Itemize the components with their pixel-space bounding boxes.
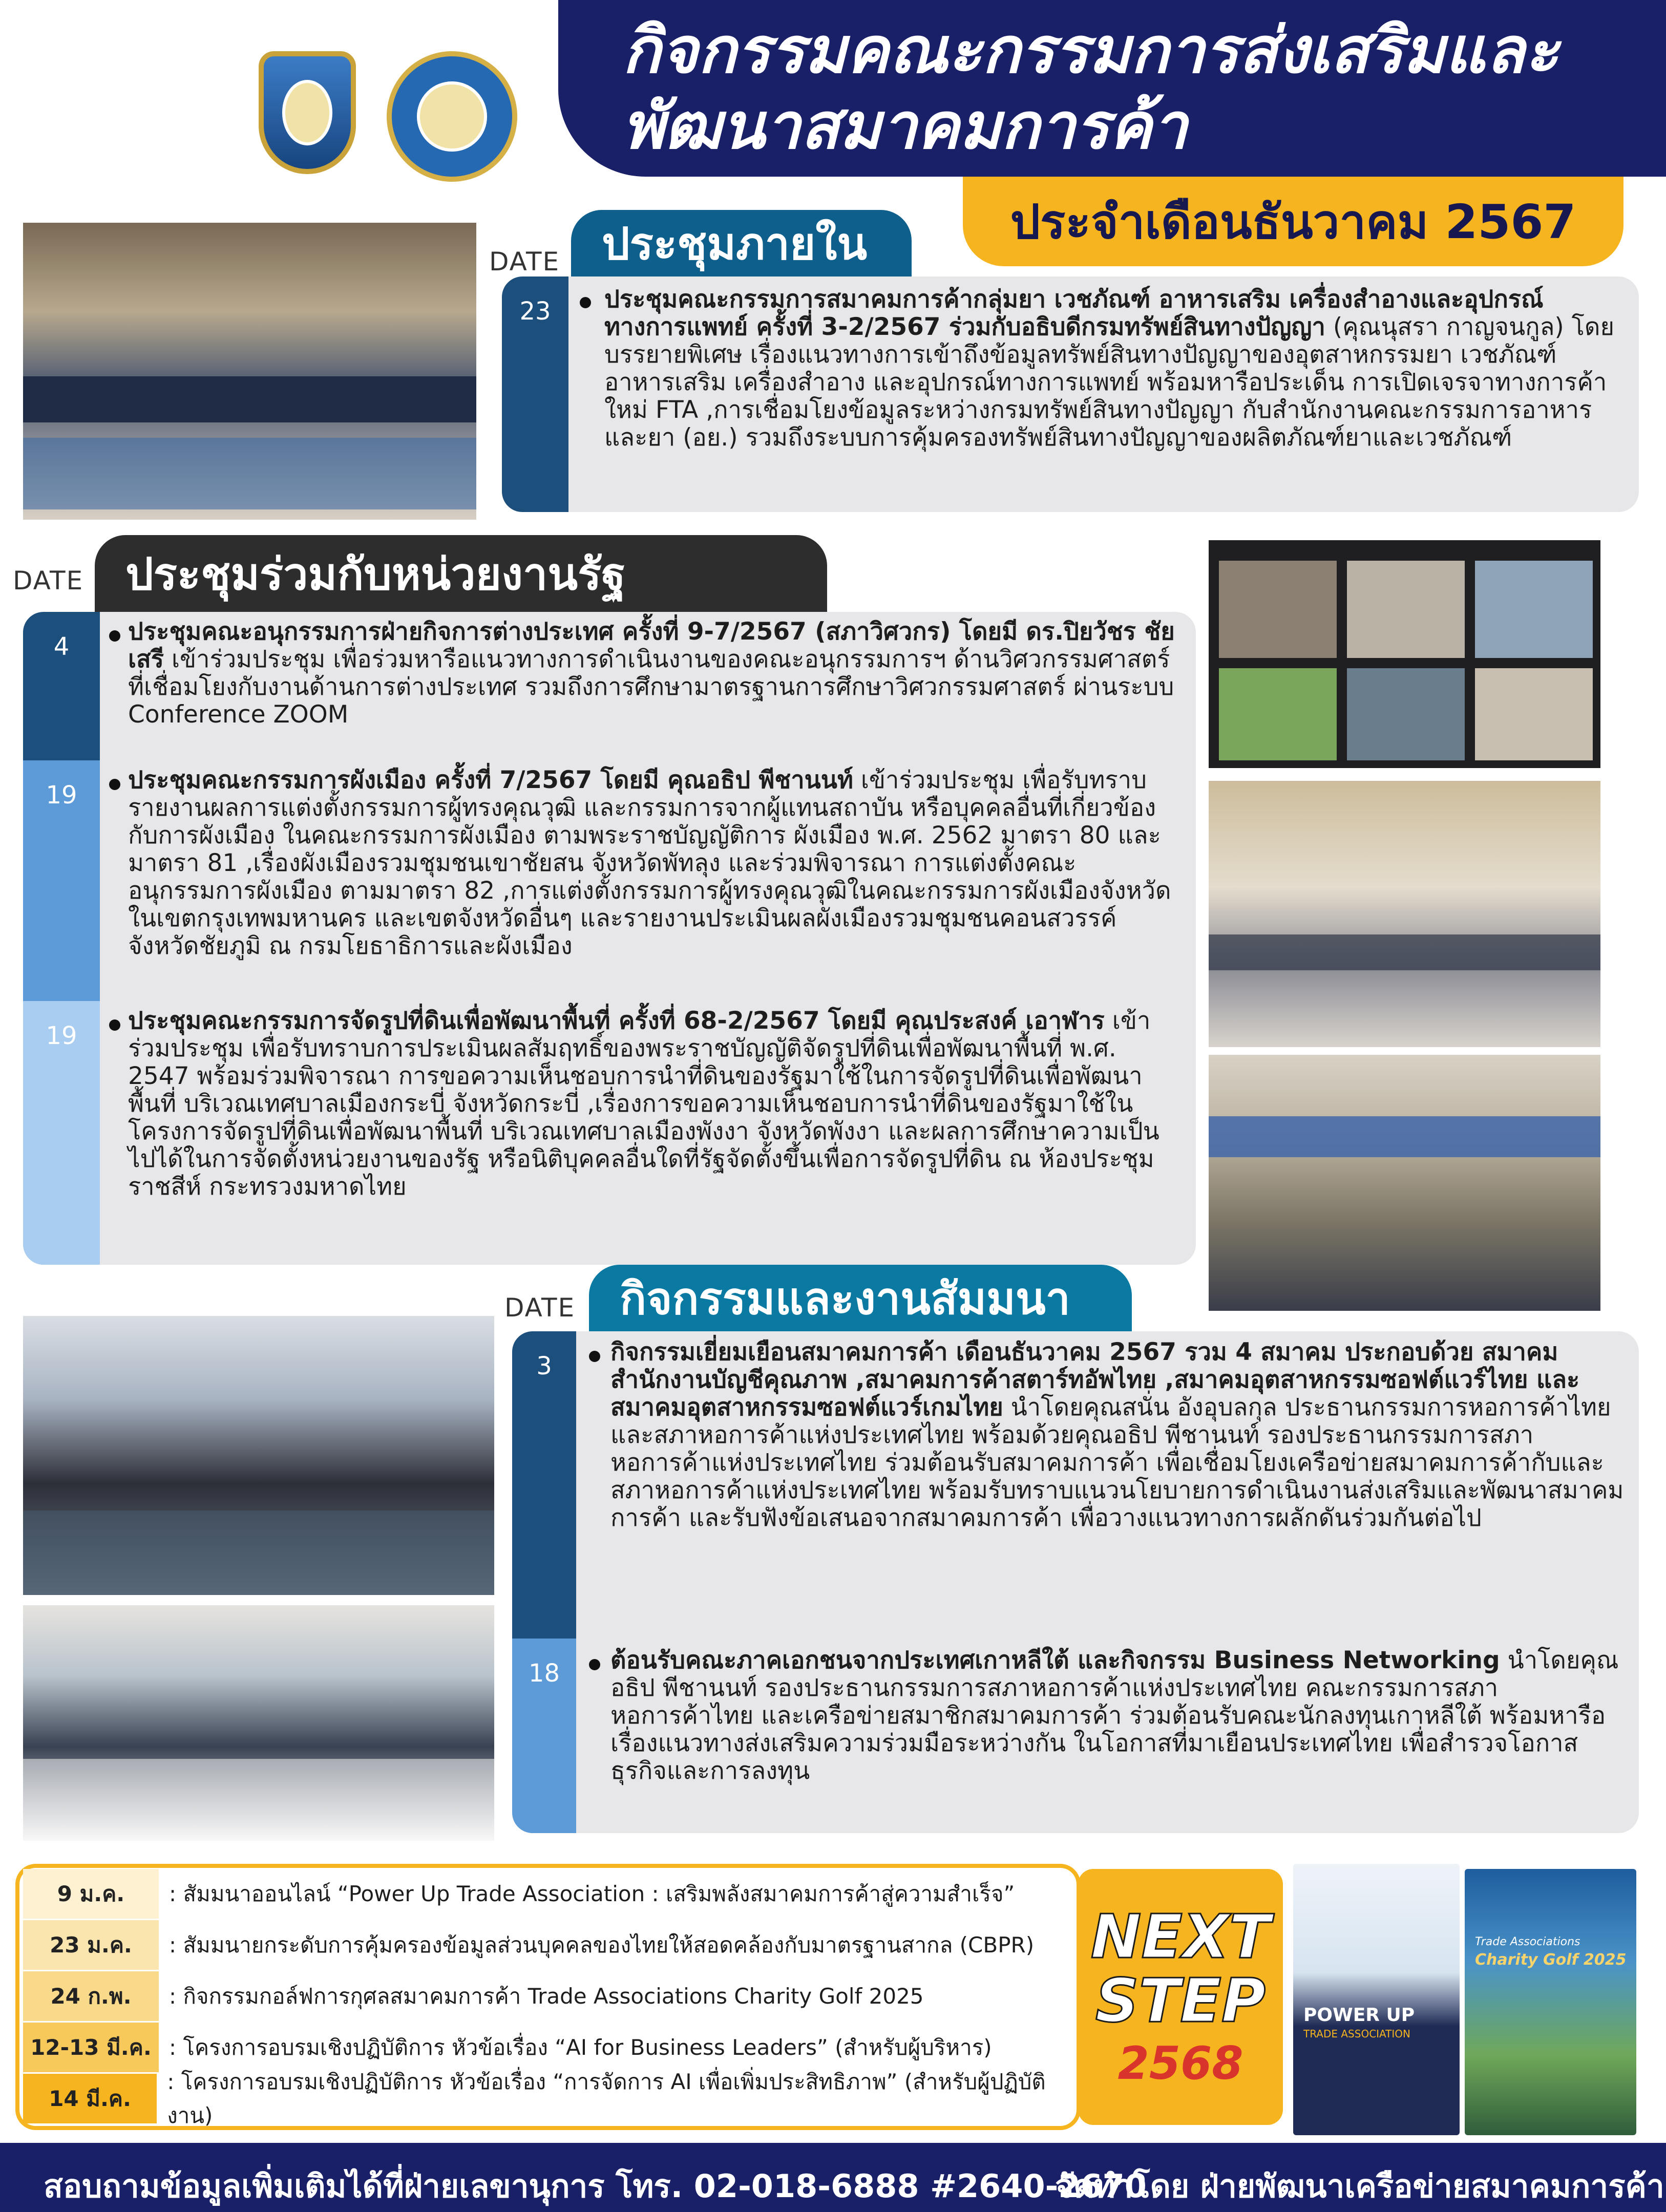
- next-step-date: 23 ม.ค.: [23, 1920, 159, 1970]
- entry-bold: ประชุมคณะอนุกรรมการฝ่ายกิจการต่างประเทศ ครั้งที่ 9-7/2567 (สภาวิศวกร) โดยมี ดร.ปิยวัชร ชัยเสรี: [128, 618, 1175, 673]
- poster-title: POWER UP: [1303, 2005, 1415, 2026]
- town-planning-meeting-photo: [1209, 781, 1600, 1047]
- gov-entry-0: [128, 618, 1178, 729]
- page-title: กิจกรรมคณะกรรมการส่งเสริมและพัฒนาสมาคมการค้า: [622, 14, 1559, 163]
- next-step-date: 14 มี.ค.: [23, 2074, 157, 2123]
- bullet-icon: [589, 1659, 600, 1670]
- act-day-0: 3: [512, 1331, 576, 1639]
- entry-bold: ประชุมคณะกรรมการจัดรูปที่ดินเพื่อพัฒนาพื้นที่ ครั้งที่ 68-2/2567 โดยมี คุณประสงค์ เอาฬาร: [128, 1007, 1105, 1035]
- next-step-label-1: NEXT: [1090, 1901, 1271, 1972]
- act-entry-1: [610, 1647, 1630, 1785]
- government-date-label: DATE: [13, 566, 84, 595]
- next-step-text: : โครงการอบรมเชิงปฏิบัติการ หัวข้อเรื่อง “AI for Business Leaders” (สำหรับผู้บริหาร): [169, 2034, 992, 2060]
- month-value: ธันวาคม 2567: [1252, 195, 1576, 249]
- gov-day-0: 4: [23, 612, 100, 760]
- next-step-row: [23, 2069, 1078, 2128]
- next-step-row: [23, 1971, 1078, 2021]
- gov-entry-2: [128, 1007, 1178, 1201]
- entry-text: เข้าร่วมประชุม เพื่อรับทราบการประเมินผลสัมฤทธิ์ของพระราชบัญญัติจัดรูปที่ดินเพื่อพัฒนาพื้นที่ พ.ศ. 2547 พร้อมร่วมพิจารณา การขอความเห็นชอบการนำที่ดินของรัฐมาใช้ในการจัดรูปที่ดินเพื่อพัฒนาพื้นที่ บริเวณเทศบาลเมืองกระบี่ จังหวัดกระบี่ ,เรื่องการขอความเห็นชอบการนำที่ดินของรัฐมาใช้ในโครงการจัดรูปที่ดินเพื่อพัฒนาพื้นที่ บริเวณเทศบาลเมืองพังงา จังหวัดพังงา และผลการศึกษาความเป็นไปได้ในการจัดตั้งหน่วยงานของรัฐ หรือนิติบุคคลอื่นใดที่รัฐจัดตั้งขึ้นเพื่อการจัดรูปที่ดิน ณ ห้องประชุมราชสีห์ กระทรวงมหาดไทย: [128, 1007, 1159, 1201]
- footer-contact: สอบถามข้อมูลเพิ่มเติมได้ที่ฝ่ายเลขานุการ โทร. 02-018-6888 #2640-2670: [44, 2167, 1147, 2205]
- entry-text: เข้าร่วมประชุม เพื่อร่วมหารือแนวทางการดำเนินงานของคณะอนุกรรมการฯ ด้านวิศวกรรมศาสตร์ที่เชื่อมโยงกับงานด้านการต่างประเทศ รวมถึงการศึกษามาตรฐานการศึกษาวิศวกรรมศาสตร์ ผ่านระบบ Conference ZOOM: [128, 645, 1174, 729]
- entry-bold: ประชุมคณะกรรมการสมาคมการค้ากลุ่มยา เวชภัณฑ์ อาหารเสริม เครื่องสำอางและอุปกรณ์ทางการแพทย์ ครั้งที่ 3-2/2567 ร่วมกับอธิบดีกรมทรัพย์สินทางปัญญา: [604, 285, 1544, 341]
- next-step-text: : โครงการอบรมเชิงปฏิบัติการ หัวข้อเรื่อง “การจัดการ AI เพื่อเพิ่มประสิทธิภาพ” (สำหรับผู้ปฏิบัติงาน): [167, 2069, 1046, 2128]
- footer-organizer: จัดทำโดย ฝ่ายพัฒนาเครือข่ายสมาคมการค้า: [1055, 2167, 1664, 2205]
- association-visit-photo: [23, 1316, 494, 1595]
- ship-emblem-icon: [417, 81, 487, 151]
- bullet-icon: [589, 1351, 600, 1362]
- next-step-text: : กิจกรรมกอล์ฟการกุศลสมาคมการค้า Trade Associations Charity Golf 2025: [169, 1983, 924, 2009]
- month-prefix: ประจำเดือน: [1010, 195, 1252, 249]
- gov-day-2: 19: [23, 1001, 100, 1265]
- entry-bold: ต้อนรับคณะภาคเอกชนจากประเทศเกาหลีใต้ และกิจกรรม Business Networking: [610, 1646, 1500, 1674]
- korea-networking-photo: [23, 1605, 494, 1841]
- bullet-icon: [580, 297, 591, 308]
- charity-golf-poster: [1465, 1869, 1636, 2135]
- chamber-logo-left: [259, 51, 356, 174]
- power-up-poster: [1293, 1864, 1460, 2135]
- activities-section-title: กิจกรรมและงานสัมมนา: [589, 1265, 1132, 1331]
- logo-emblem-icon: [282, 80, 333, 145]
- next-step-badge: [1078, 1869, 1283, 2125]
- entry-bold: ประชุมคณะกรรมการผังเมือง ครั้งที่ 7/2567 โดยมี คุณอธิป พีชานนท์: [128, 766, 853, 794]
- entry-text: นำโดยคุณอธิป พีชานนท์ รองประธานกรรมการสภาหอการค้าแห่งประเทศไทย คณะกรรมการสภาหอการค้าไทย และเครือข่ายสมาชิกสมาคมการค้า ร่วมต้อนรับคณะนักลงทุนเกาหลีใต้ พร้อมหารือเรื่องแนวทางส่งเสริมความร่วมมือระหว่างกัน ในโอกาสที่มาเยือนประเทศไทย เพื่อสำรวจโอกาสธุรกิจและการลงทุน: [610, 1646, 1619, 1785]
- activities-date-label: DATE: [504, 1293, 576, 1323]
- entry-text: นำโดยคุณสนั่น อังอุบลกุล ประธานกรรมการหอการค้าไทยและสภาหอการค้าแห่งประเทศไทย พร้อมด้วยคุณอธิป พีชานนท์ รองประธานกรรมการสภาหอการค้าแห่งประเทศไทย ร่วมต้อนรับสมาคมการค้า เพื่อเชื่อมโยงเครือข่ายสมาคมการค้ากับและสภาหอการค้าแห่งประเทศไทย พร้อมรับทราบแนวนโยบายการดำเนินงานส่งเสริมและพัฒนาสมาคมการค้า และรับฟังข้อเสนอจากสมาคมการค้า เพื่อวางแนวทางการผลักดันร่วมกันต่อไป: [610, 1393, 1624, 1532]
- internal-day-col: 23: [502, 276, 568, 512]
- internal-meeting-photo: [23, 223, 476, 520]
- next-step-date: 12-13 มี.ค.: [23, 2023, 159, 2072]
- entry-bold: กิจกรรมเยี่ยมเยือนสมาคมการค้า เดือนธันวาคม 2567 รวม 4 สมาคม ประกอบด้วย สมาคมสำนักงานบัญชีคุณภาพ ,สมาคมการค้าสตาร์ทอัพไทย ,สมาคมอุตสาหกรรมซอฟต์แวร์ไทย และสมาคมอุตสาหกรรมซอฟต์แวร์เกมไทย: [610, 1338, 1580, 1421]
- next-step-text: : สัมมนายกระดับการคุ้มครองข้อมูลส่วนบุคคลของไทยให้สอดคล้องกับมาตรฐานสากล (CBPR): [169, 1932, 1035, 1958]
- bullet-icon: [109, 630, 120, 642]
- internal-section-title: ประชุมภายใน: [571, 210, 912, 276]
- poster-subtitle: TRADE ASSOCIATION: [1303, 2028, 1411, 2040]
- government-section-title: ประชุมร่วมกับหน่วยงานรัฐ: [95, 535, 827, 612]
- gov-day-1: 19: [23, 760, 100, 1001]
- internal-entry-0: [604, 286, 1623, 452]
- government-card: [23, 612, 1196, 1265]
- land-consolidation-meeting-photo: [1209, 1055, 1600, 1311]
- internal-card: [502, 276, 1639, 512]
- entry-text: เข้าร่วมประชุม เพื่อรับทราบรายงานผลการแต่งตั้งกรรมการผู้ทรงคุณวุฒิ และกรรมการจากผู้แทนสถาบัน หรือบุคคลอื่นที่เกี่ยวข้องกับการผังเมือง ในคณะกรรมการผังเมือง ตามพระราชบัญญัติการ ผังเมือง พ.ศ. 2562 มาตรา 80 และมาตรา 81 ,เรื่องผังเมืองรวมชุมชนเขาชัยสน จังหวัดพัทลุง และร่วมพิจารณา การแต่งตั้งคณะอนุกรรมการผังเมือง ตามมาตรา 82 ,การแต่งตั้งกรรมการผู้ทรงคุณวุฒิในคณะกรรมการผังเมืองจังหวัด ในเขตกรุงเทพมหานคร และเขตจังหวัดอื่นๆ และรายงานประเมินผลผังเมืองรวมชุมชนคอนสวรรค์ จังหวัดชัยภูมิ ณ กรมโยธาธิการและผังเมือง: [128, 766, 1171, 960]
- next-step-text: : สัมมนาออนไลน์ “Power Up Trade Association : เสริมพลังสมาคมการค้าสู่ความสำเร็จ”: [169, 1881, 1015, 1906]
- activities-card: [512, 1331, 1639, 1833]
- board-of-trade-logo: [387, 51, 517, 182]
- next-step-date: 9 ม.ค.: [23, 1869, 159, 1919]
- act-entry-0: [610, 1338, 1630, 1532]
- poster-title: Charity Golf 2025: [1475, 1951, 1627, 1969]
- act-day-1: 18: [512, 1639, 576, 1833]
- next-step-label-2: STEP: [1095, 1965, 1266, 2036]
- internal-date-label: DATE: [489, 247, 560, 276]
- footer: [0, 2143, 1666, 2212]
- entry-text: (คุณนุสรา กาญจนกูล) โดยบรรยายพิเศษ เรื่องแนวทางการเข้าถึงข้อมูลทรัพย์สินทางปัญญาของอุตสาหกรรมยา เวชภัณฑ์ อาหารเสริม เครื่องสำอาง และอุปกรณ์ทางการแพทย์ พร้อมหารือประเด็น การเปิดเจรจาทางการค้าใหม่ FTA ,การเชื่อมโยงข้อมูลระหว่างกรมทรัพย์สินทางปัญญา กับสำนักงานคณะกรรมการอาหารและยา (อย.) รวมถึงระบบการคุ้มครองทรัพย์สินทางปัญญาของผลิตภัณฑ์ยาและเวชภัณฑ์: [604, 313, 1614, 452]
- month-tag: [963, 177, 1623, 266]
- next-step-date: 24 ก.พ.: [23, 1971, 159, 2021]
- next-step-year: 2568: [1117, 2036, 1243, 2090]
- next-step-row: [23, 1869, 1078, 1919]
- next-step-row: [23, 1920, 1078, 1970]
- poster-subtitle: Trade Associations: [1475, 1936, 1580, 1948]
- gov-entry-1: [128, 767, 1178, 960]
- bullet-icon: [109, 1019, 120, 1031]
- bullet-icon: [109, 779, 120, 790]
- zoom-conference-photo: [1209, 540, 1600, 768]
